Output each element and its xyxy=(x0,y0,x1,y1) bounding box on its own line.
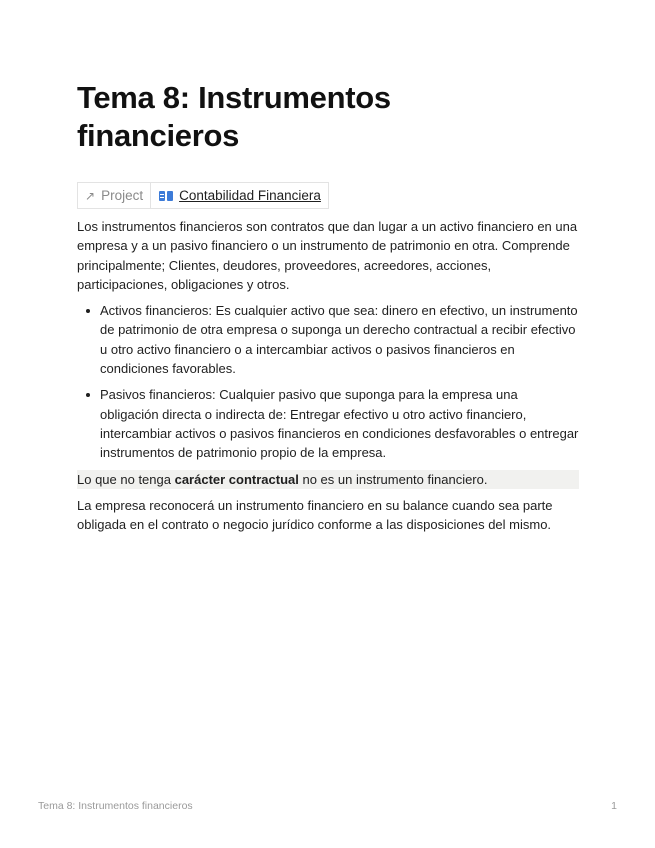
bullet-dot xyxy=(86,309,90,313)
arrow-northeast-icon: ↗ xyxy=(85,188,96,203)
page-title-line-2: financieros xyxy=(77,118,240,153)
highlight-block xyxy=(77,470,579,489)
page-number: 1 xyxy=(611,800,617,812)
page-footer xyxy=(38,800,617,812)
property-row xyxy=(77,182,329,209)
bullet-list xyxy=(77,301,579,462)
list-item-text: Activos financieros: Es cualquier activo que sea: dinero en efectivo, un instrumento de patrimonio de otra empresa o suponga un derecho contractual a recibir efectivo u otro activo financiero o a intercambiar activos o pasivos financieros en condiciones favorables. xyxy=(100,303,578,377)
page-title xyxy=(77,79,579,155)
page-title-line-1: Tema 8: Instrumentos xyxy=(77,80,391,115)
list-item xyxy=(100,301,579,378)
property-value-project[interactable] xyxy=(151,183,328,208)
bullet-dot xyxy=(86,393,90,397)
highlight-bold-text: carácter contractual xyxy=(174,471,299,487)
highlight-text-before: Lo que no tenga xyxy=(77,471,175,487)
list-item xyxy=(100,385,579,462)
footer-title: Tema 8: Instrumentos financieros xyxy=(38,800,193,812)
intro-paragraph: Los instrumentos financieros son contratos que dan lugar a un activo financiero en una empresa y a un pasivo financiero o un instrumento de patrimonio en otra. Comprende principalmente; Clientes, deudores, proveedores, acreedores, acciones, participaciones, obligaciones y otros. xyxy=(77,219,578,292)
property-key-project xyxy=(78,183,151,208)
closing-paragraph: La empresa reconocerá un instrumento financiero en su balance cuando sea parte obligada en el contrato o negocio jurídico conforme a las disposiciones del mismo. xyxy=(77,497,553,532)
property-key-label: Project xyxy=(101,188,144,203)
list-item-text: Pasivos financieros: Cualquier pasivo que suponga para la empresa una obligación directa o indirecta de: Entregar efectivo u otro activo financiero, intercambiar activos o pasivos financieros en condiciones desfavorables o entregar instrumentos de patrimonio propio de la empresa. xyxy=(100,387,579,461)
project-link[interactable]: Contabilidad Financiera xyxy=(179,188,321,203)
page-content xyxy=(77,79,579,534)
highlight-text-after: no es un instrumento financiero. xyxy=(298,471,488,487)
open-book-icon xyxy=(159,191,173,201)
